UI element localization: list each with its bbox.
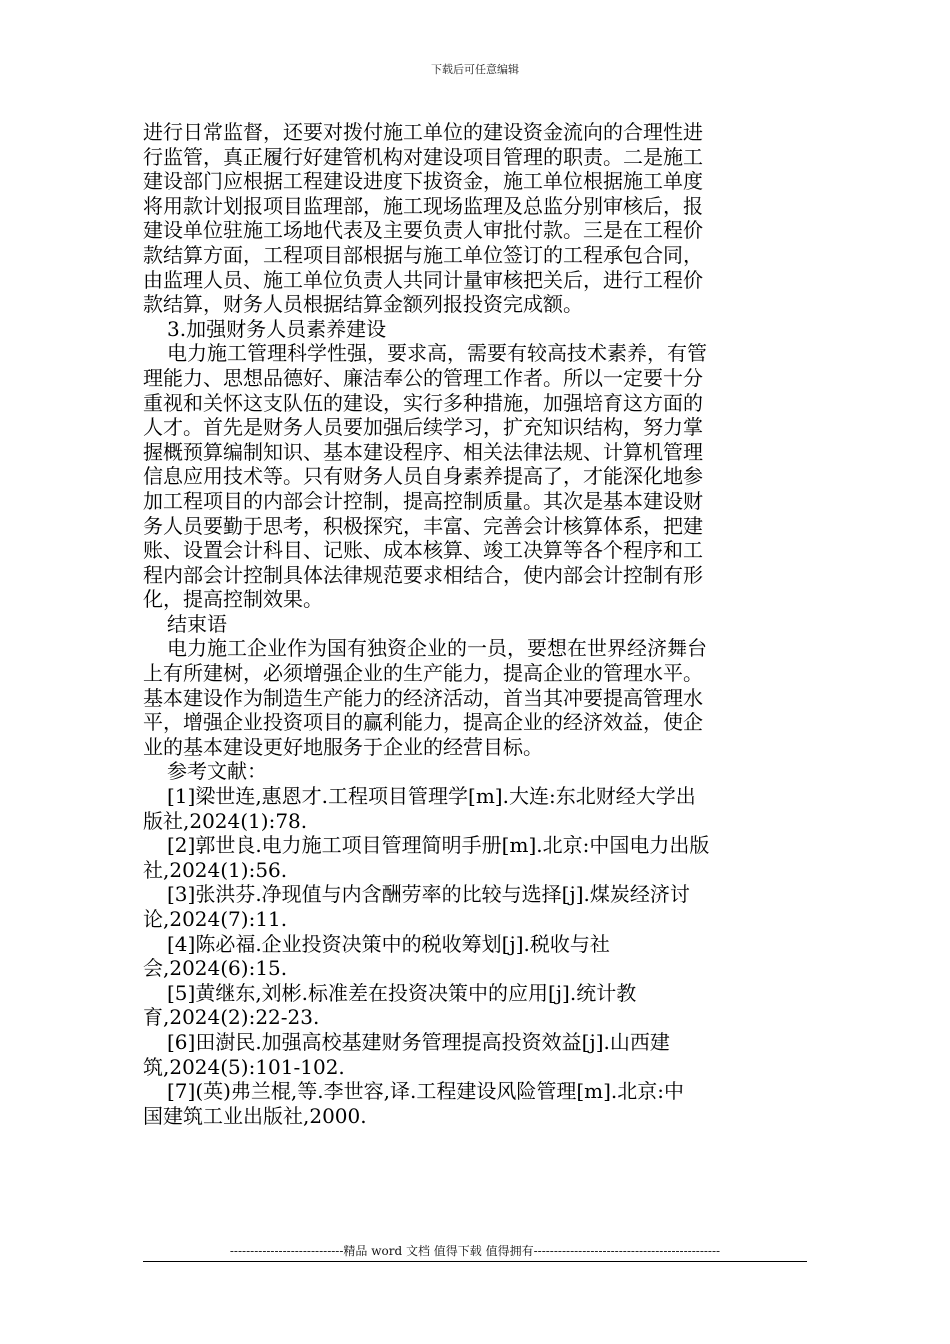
- page-header-note: 下载后可任意编辑: [431, 63, 519, 76]
- text-line: 化，提高控制效果。: [143, 587, 323, 612]
- text-line: 务人员要勤于思考，积极探究，丰富、完善会计核算体系，把建: [143, 513, 703, 538]
- text-line: 行监管，真正履行好建管机构对建设项目管理的职责。二是施工: [143, 144, 703, 169]
- text-line: 将用款计划报项目监理部，施工现场监理及总监分别审核后，报: [143, 193, 703, 218]
- text-line: 国建筑工业出版社,2000.: [143, 1103, 367, 1128]
- text-line: 平，增强企业投资项目的赢利能力，提高企业的经济效益，使企: [143, 710, 703, 735]
- text-line: 账、设置会计科目、记账、成本核算、竣工决算等各个程序和工: [143, 538, 703, 563]
- text-line: [2]郭世良.电力施工项目管理简明手册[m].北京:中国电力出版: [167, 833, 710, 858]
- text-line: 握概预算编制知识、基本建设程序、相关法律法规、计算机管理: [143, 439, 703, 464]
- text-line: 程内部会计控制具体法律规范要求相结合，使内部会计控制有形: [143, 562, 703, 587]
- text-line: 筑,2024(5):101-102.: [143, 1054, 345, 1079]
- text-line: 业的基本建设更好地服务于企业的经营目标。: [143, 734, 543, 759]
- text-line: 电力施工管理科学性强，要求高，需要有较高技术素养，有管: [167, 341, 707, 366]
- text-line: [7](英)弗兰棍,等.李世容,译.工程建设风险管理[m].北京:中: [167, 1079, 685, 1104]
- text-line: 育,2024(2):22-23.: [143, 1005, 320, 1030]
- text-line: [4]陈必福.企业投资决策中的税收筹划[j].税收与社: [167, 931, 610, 956]
- text-line: 社,2024(1):56.: [143, 857, 288, 882]
- text-line: [6]田澍民.加强高校基建财务管理提高投资效益[j].山西建: [167, 1029, 670, 1054]
- text-line: 款结算，财务人员根据结算金额列报投资完成额。: [143, 292, 583, 317]
- text-line: 建设部门应根据工程建设进度下拔资金，施工单位根据施工单度: [143, 169, 703, 194]
- text-line: 论,2024(7):11.: [143, 907, 288, 931]
- text-line: 理能力、思想品德好、廉洁奉公的管理工作者。所以一定要十分: [143, 365, 703, 390]
- text-line: 人才。首先是财务人员要加强后续学习，扩充知识结构，努力掌: [143, 415, 703, 440]
- text-line: 电力施工企业作为国有独资企业的一员，要想在世界经济舞台: [167, 636, 707, 661]
- text-line: 结束语: [167, 611, 227, 636]
- page-footer-note: ----------------------------精品 word 文档 值得下载 值得拥有----------------------------------------------: [229, 1244, 721, 1258]
- footer-divider: [143, 1261, 807, 1262]
- text-line: 重视和关怀这支队伍的建设，实行多种措施，加强培育这方面的: [143, 390, 703, 415]
- text-line: 款结算方面，工程项目部根据与施工单位签订的工程承包合同，: [143, 242, 703, 267]
- text-line: [3]张洪芬.净现值与内含酬劳率的比较与选择[j].煤炭经济讨: [167, 882, 690, 907]
- text-line: 由监理人员、施工单位负责人共同计量审核把关后，进行工程价: [143, 267, 703, 292]
- text-line: 建设单位驻施工场地代表及主要负责人审批付款。三是在工程价: [143, 218, 703, 243]
- text-line: 版社,2024(1):78.: [143, 808, 308, 833]
- text-line: 进行日常监督，还要对拨付施工单位的建设资金流向的合理性进: [143, 120, 703, 144]
- text-line: [5]黄继东,刘彬.标准差在投资决策中的应用[j].统计教: [167, 980, 637, 1005]
- text-line: 会,2024(6):15.: [143, 956, 288, 981]
- text-line: 3.加强财务人员素养建设: [167, 316, 387, 341]
- text-line: 信息应用技术等。只有财务人员自身素养提高了，才能深化地参: [143, 464, 703, 489]
- text-line: [1]梁世连,惠恩才.工程项目管理学[m].大连:东北财经大学出: [167, 784, 696, 809]
- text-line: 基本建设作为制造生产能力的经济活动，首当其冲要提高管理水: [143, 685, 703, 710]
- text-line: 参考文献：: [167, 759, 267, 784]
- text-line: 加工程项目的内部会计控制，提高控制质量。其次是基本建设财: [143, 488, 703, 513]
- document-body: [143, 120, 783, 1128]
- text-line: 上有所建树，必须增强企业的生产能力，提高企业的管理水平。: [143, 661, 703, 686]
